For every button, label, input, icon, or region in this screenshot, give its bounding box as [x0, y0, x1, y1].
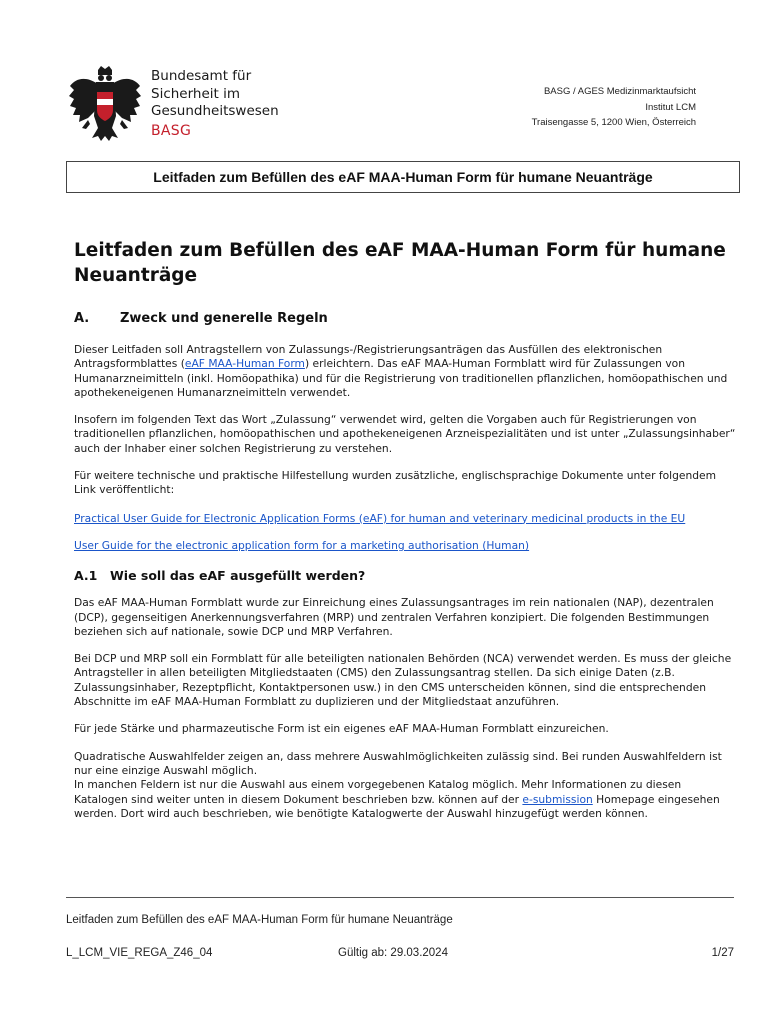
austrian-eagle-logo-icon — [68, 66, 142, 142]
practical-user-guide-link-row — [74, 512, 738, 526]
section-a-number: A. — [74, 311, 90, 326]
paragraph-purpose-text-1: Dieser Leitfaden soll Antragstellern von Zulassungs-/Registrierungsanträgen das Ausfüllen des elektronischen Antragsformblattes ( — [74, 343, 663, 371]
section-a1-number: A.1 — [74, 568, 98, 584]
paragraph-purpose-text-2: ) erleichtern. Das eAF MAA-Human Formblatt wird für Zulassungen von Humanarzneimitteln (inkl. Homöopathika) und für die Registrierung von traditionellen pflanzlichen, homöopathischen und apothekeneigenen Humanarzneimitteln verwendet. — [74, 357, 728, 399]
org-name-line-2: Sicherheit im — [151, 85, 241, 102]
document-title: Leitfaden zum Befüllen des eAF MAA-Human Form für humane Neuanträge — [74, 240, 726, 286]
address-line-1: BASG / AGES Medizinmarktaufsicht — [543, 86, 696, 97]
paragraph-catalogs-text-1: In manchen Feldern ist nur die Auswahl aus einem vorgegebenen Katalog möglich. Mehr Informationen zu diesen Katalogen sind weiter unten in diesem Dokument beschrieben bzw. können auf der — [74, 778, 682, 806]
footer-document-id: L_LCM_VIE_REGA_Z46_04 — [66, 947, 213, 959]
address-line-3: Traisengasse 5, 1200 Wien, Österreich — [531, 117, 696, 128]
user-guide-link-row — [74, 539, 738, 553]
section-a1-title: Wie soll das eAF ausgefüllt werden? — [110, 568, 366, 584]
org-name-line-3: Gesundheitswesen — [151, 103, 279, 119]
user-guide-human-link[interactable]: User Guide for the electronic application form for a marketing authorisation (Human) — [74, 538, 530, 552]
footer-page-number: 1/27 — [711, 947, 734, 959]
footer-divider — [66, 897, 734, 898]
paragraph-catalogs-text-2: Homepage eingesehen werden. Dort wird auch beschrieben, wie benötigte Katalogwerte der Auswahl hinzugefügt werden können. — [74, 792, 720, 820]
paragraph-selection-fields: Quadratische Auswahlfelder zeigen an, dass mehrere Auswahlmöglichkeiten zulässig sind. Bei runden Auswahlfeldern ist nur eine einzige Auswahl möglich. — [74, 749, 722, 777]
paragraph-zulassung-definition: Insofern im folgenden Text das Wort „Zulassung“ verwendet wird, gelten die Vorgaben auch für Registrierungen von traditionellen pflanzlichen, homöopathischen und apothekeneigenen Arzneispezialitäten und ist unter „Zulassungsinhaber“ auch der Inhaber einer solchen Registrierung zu verstehen. — [74, 413, 736, 455]
paragraph-purpose — [74, 343, 738, 400]
practical-user-guide-link[interactable]: Practical User Guide for Electronic Application Forms (eAF) for human and veterinary medicinal products in the EU — [74, 511, 686, 525]
org-name-line-1: Bundesamt für — [151, 68, 252, 84]
address-line-2: Institut LCM — [645, 101, 696, 113]
main-content — [74, 238, 738, 821]
paragraph-catalogs — [74, 778, 738, 821]
e-submission-link[interactable]: e-submission — [522, 792, 593, 806]
footer-title: Leitfaden zum Befüllen des eAF MAA-Human Form für humane Neuanträge — [66, 914, 453, 926]
paragraph-dcp-mrp: Bei DCP und MRP soll ein Formblatt für alle beteiligten nationalen Behörden (NCA) verwendet werden. Es muss der gleiche Antragsteller in allen beteiligten Mitgliedstaaten (CMS) den Zulassungsantrag stellen. Da sich einige Daten (z.B. Zulassungsinhaber, Rezeptpflicht, Kontaktpersonen usw.) in den CMS unterscheiden können, sind die entsprechenden Abschnitte im eAF MAA-Human Formblatt zu duplizieren und der Mitgliedstaat anzuführen. — [74, 652, 732, 709]
org-abbreviation: BASG — [151, 122, 192, 139]
eaf-maa-human-form-link[interactable]: eAF MAA-Human Form — [184, 357, 305, 371]
paragraph-procedures: Das eAF MAA-Human Formblatt wurde zur Einreichung eines Zulassungsantrages im rein nationalen (NAP), dezentralen (DCP), gegenseitigen Anerkennungsverfahren (MRP) und zentralen Verfahren konzipiert. Die folgenden Bestimmungen beziehen sich auf nationale, sowie DCP und MRP Verfahren. — [74, 596, 714, 638]
paragraph-further-help: Für weitere technische und praktische Hilfestellung wurden zusätzliche, englischsprachige Dokumente unter folgendem Link veröffentlicht: — [74, 469, 717, 497]
section-a1-heading — [74, 568, 738, 583]
boxed-document-title: Leitfaden zum Befüllen des eAF MAA-Human Form für humane Neuanträge — [66, 161, 740, 193]
footer-valid-from: Gültig ab: 29.03.2024 — [338, 947, 448, 959]
section-a-heading — [74, 311, 738, 326]
paragraph-strength-form: Für jede Stärke und pharmazeutische Form ist ein eigenes eAF MAA-Human Formblatt einzureichen. — [74, 722, 609, 736]
address-block — [532, 84, 696, 131]
organization-name — [151, 68, 279, 140]
section-a-title: Zweck und generelle Regeln — [120, 311, 328, 326]
